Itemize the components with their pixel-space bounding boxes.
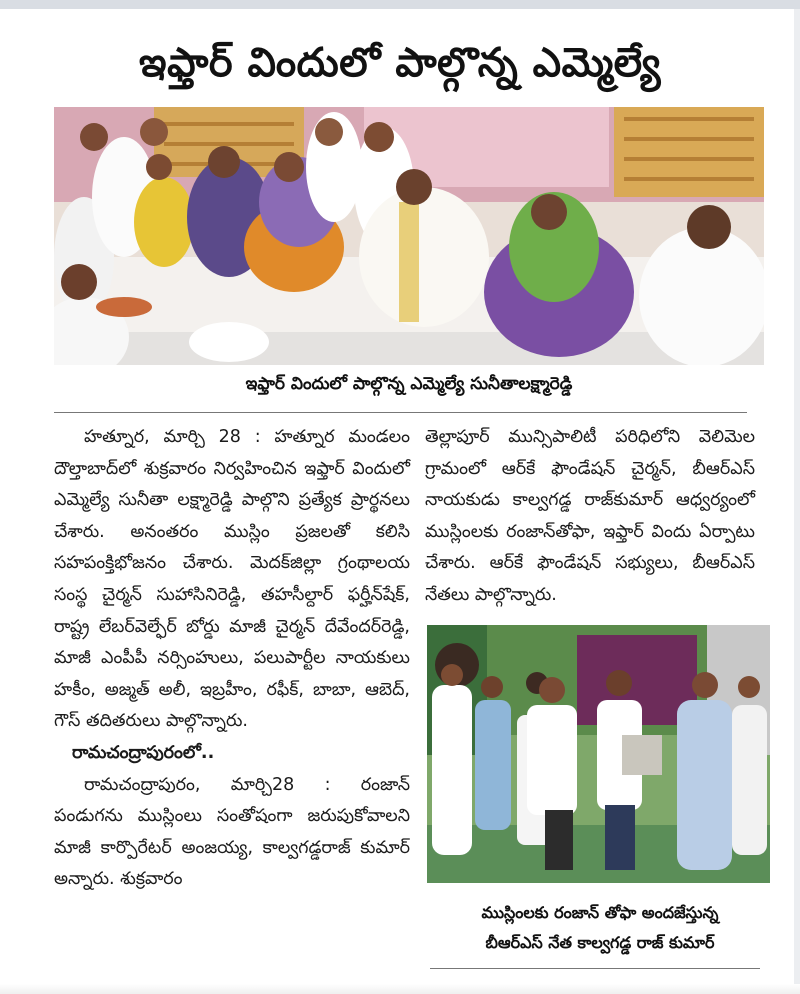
article-column-right [425, 422, 755, 612]
article-column-left [54, 422, 410, 896]
article-subhead: రామచంద్రాపురంలో.. [72, 742, 215, 763]
article-paragraph: రామచంద్రాపురం, మార్చి28 : రంజాన్ పండుగను ముస్లింలు సంతోషంగా జరుపుకోవాలని మాజీ కార్పొరేటర్ అంజయ్య, కాల్వగడ్డరాజ్ కుమార్ అన్నారు. శుక్రవారం [54, 774, 410, 890]
photo-ramzan-tofa [427, 625, 770, 883]
article-paragraph: తెల్లాపూర్ మున్సిపాలిటీ పరిధిలోని వెలిమెల గ్రామంలో ఆర్‌కే ఫౌండేషన్ చైర్మన్, బీఆర్ఎస్ నాయకుడు కాల్వగడ్డ రాజ్‌కుమార్ ఆధ్వర్యంలో ముస్లింలకు రంజాన్‌తోఫా, ఇఫ్తార్ విందు ఏర్పాటు చేశారు. ఆర్‌కే ఫౌండేషన్ సభ్యులు, బీఆర్ఎస్ నేతలు పాల్గొన్నారు. [425, 427, 755, 605]
caption-line: ముస్లింలకు రంజాన్ తోఫా అందజేస్తున్న [481, 903, 719, 922]
headline: ఇఫ్తార్ విందులో పాల్గొన్న ఎమ్మెల్యే [139, 40, 661, 86]
page-edge [794, 9, 800, 994]
divider [54, 412, 747, 413]
bottom-strip [0, 984, 800, 994]
photo-caption: ఇఫ్తార్ విందులో పాల్గొన్న ఎమ్మెల్యే సునీతాలక్ష్మారెడ్డి [245, 374, 573, 394]
article-paragraph: హత్నూర, మార్చి 28 : హత్నూర మండలం దౌల్తాబాద్‌లో శుక్రవారం నిర్వహించిన ఇఫ్తార్ విందులో ఎమ్మెల్యే సునీతా లక్ష్మారెడ్డి పాల్గొని ప్రత్యేక ప్రార్థనలు చేశారు. అనంతరం ముస్లిం ప్రజలతో కలిసి సహపంక్తిభోజనం చేశారు. మెదక్‌జిల్లా గ్రంథాలయ సంస్థ చైర్మన్ సుహాసినిరెడ్డి, తహసీల్దార్ ఫర్హీన్‌షేక్, రాష్ట్ర లేబర్‌వెల్ఫేర్ బోర్డు మాజీ చైర్మన్ దేవేందర్‌రెడ్డి, మాజీ ఎంపీపీ నర్సింహులు, పలుపార్టీల నాయకులు హకీం, అజ్మత్ అలీ, ఇబ్రహీం, రఫీక్, బాబా, ఆబెద్, గౌస్ తదితరులు పాల్గొన్నారు. [54, 427, 410, 732]
top-band [0, 0, 800, 9]
photo-caption [420, 898, 780, 958]
photo-iftar-gathering [54, 107, 764, 365]
divider [430, 968, 760, 969]
caption-line: బీఆర్ఎస్ నేత కాల్వగడ్డ రాజ్ కుమార్ [485, 933, 715, 952]
